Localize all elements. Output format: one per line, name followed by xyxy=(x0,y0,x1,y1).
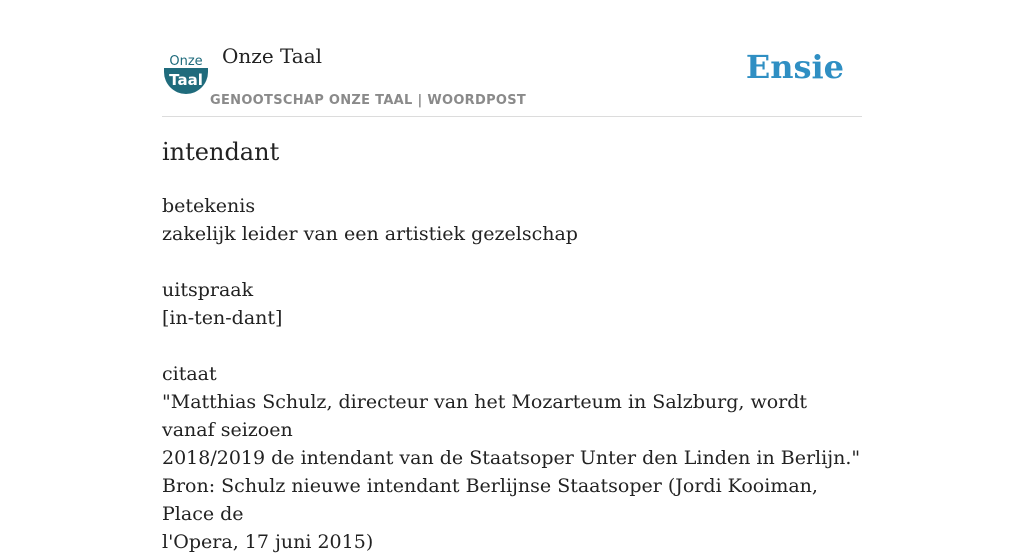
entry-title: intendant xyxy=(162,138,280,166)
pronunciation-section xyxy=(162,276,862,332)
onze-taal-logo[interactable] xyxy=(162,50,210,95)
entry-card xyxy=(162,38,862,553)
logo-top-text: Onze xyxy=(169,54,203,69)
quote-section xyxy=(162,360,862,556)
site-subtitle: GENOOTSCHAP ONZE TAAL | WOORDPOST xyxy=(210,93,527,108)
quote-source-line-1: Bron: Schulz nieuwe intendant Berlijnse Staatsoper (Jordi Kooiman, Place de xyxy=(162,475,818,525)
meaning-text: zakelijk leider van een artistiek gezelschap xyxy=(162,223,578,245)
meaning-section xyxy=(162,192,862,248)
quote-source-line-2: l'Opera, 17 juni 2015) xyxy=(162,531,374,553)
quote-text-line-1: "Matthias Schulz, directeur van het Mozarteum in Salzburg, wordt vanaf seizoen xyxy=(162,391,808,441)
entry-body xyxy=(162,192,862,556)
header xyxy=(162,38,862,117)
site-name[interactable]: Onze Taal xyxy=(222,44,323,68)
logo-bottom-text: Taal xyxy=(169,71,203,89)
quote-text-line-2: 2018/2019 de intendant van de Staatsoper Unter den Linden in Berlijn." xyxy=(162,447,861,469)
meaning-label: betekenis xyxy=(162,195,256,217)
quote-label: citaat xyxy=(162,363,217,385)
pronunciation-label: uitspraak xyxy=(162,279,254,301)
pronunciation-text: [in-ten-dant] xyxy=(162,307,283,329)
brand-logo[interactable]: Ensie xyxy=(745,48,844,86)
